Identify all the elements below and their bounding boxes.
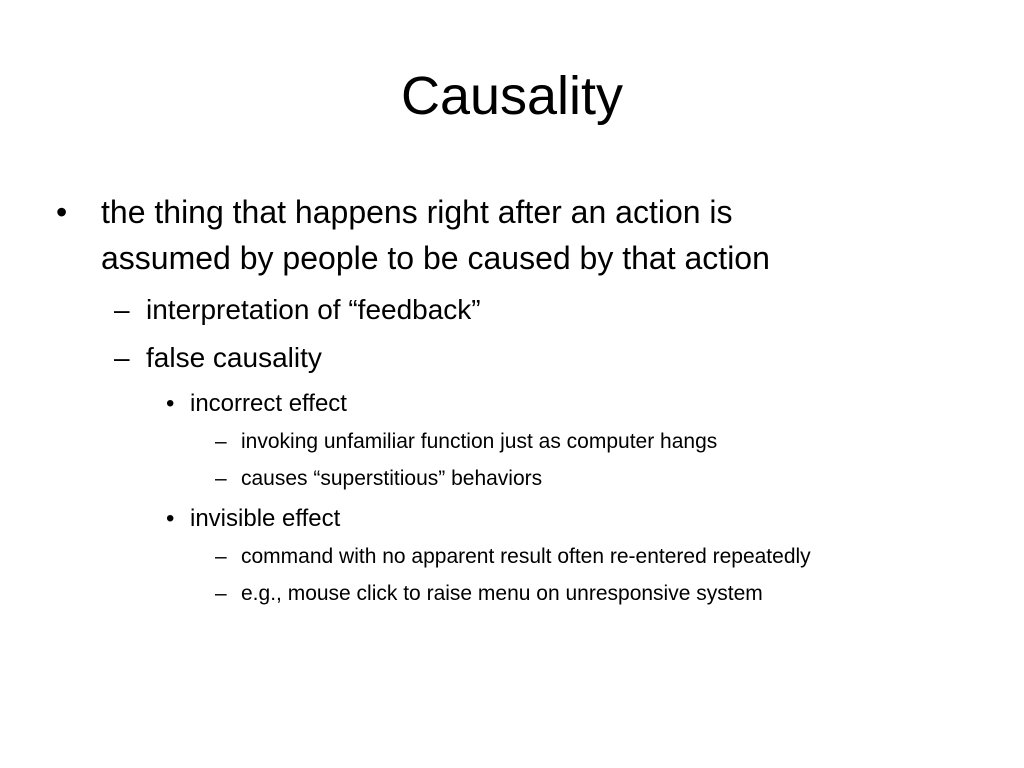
bullet-text: e.g., mouse click to raise menu on unresponsive system [241,582,763,605]
bullet-level4 [215,465,543,493]
bullet-level2 [114,339,322,377]
bullet-level3 [166,503,341,535]
dash-marker: – [215,467,227,490]
bullet-text: interpretation of “feedback” [146,294,481,325]
bullet-text: incorrect effect [190,390,347,417]
bullet-text: the thing that happens right after an action is [101,194,733,230]
bullet-text: false causality [146,342,322,373]
bullet-level1 [56,190,733,234]
dash-marker: – [215,430,227,453]
bullet-level4 [215,428,718,456]
bullet-text: command with no apparent result often re-entered repeatedly [241,545,811,568]
bullet-marker: • [56,194,68,230]
bullet-text: assumed by people to be caused by that action [101,240,770,276]
bullet-marker: • [166,390,175,417]
dash-marker: – [215,545,227,568]
slide-title: Causality [400,66,624,126]
bullet-level2 [114,291,481,329]
bullet-text: invoking unfamiliar function just as computer hangs [241,430,718,453]
bullet-level3 [166,388,347,420]
bullet-text: causes “superstitious” behaviors [241,467,543,490]
dash-marker: – [114,342,130,373]
bullet-level1-continuation [101,236,770,280]
bullet-level4 [215,580,763,608]
dash-marker: – [114,294,130,325]
dash-marker: – [215,582,227,605]
bullet-text: invisible effect [190,505,341,532]
bullet-level4 [215,543,811,571]
bullet-marker: • [166,505,175,532]
